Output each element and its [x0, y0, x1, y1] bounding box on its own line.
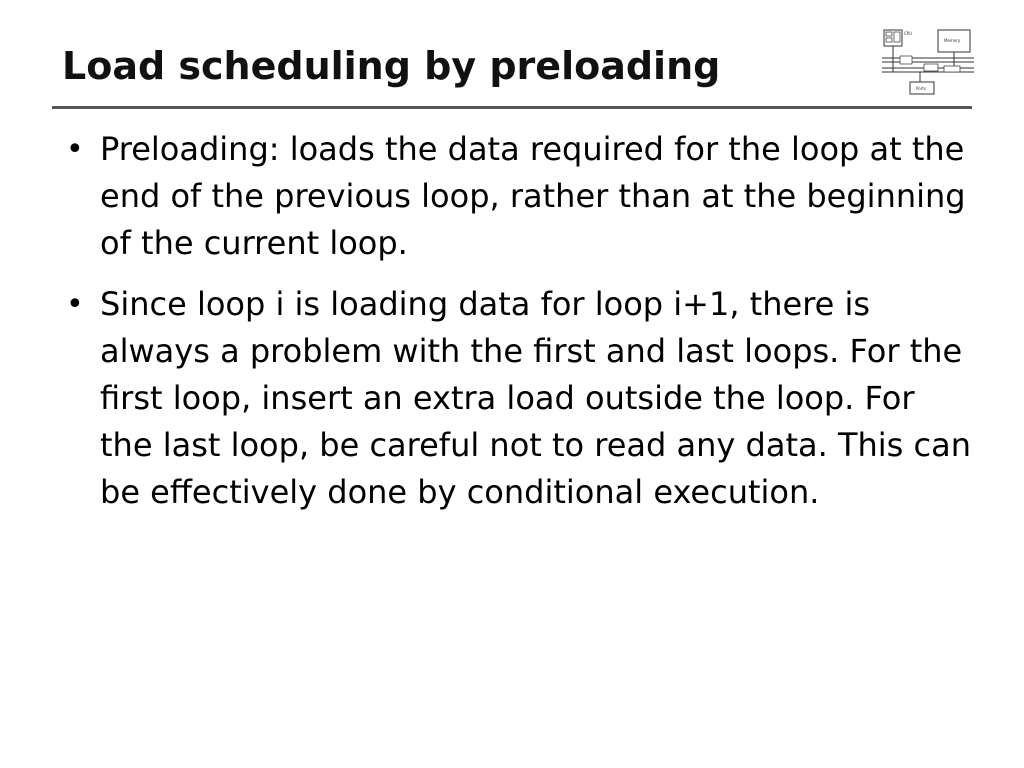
block-diagram-icon — [880, 28, 976, 96]
bullet-text: Preloading: loads the data required for the loop at the end of the previous loop, rather than at the beginning of the current loop. — [100, 130, 966, 262]
slide-title: Load scheduling by preloading — [62, 44, 721, 88]
bullet-marker: • — [66, 132, 84, 167]
logo-label-ports: Ports — [916, 86, 927, 91]
logo-label-cpu: CPU — [904, 31, 913, 36]
bullet-text: Since loop i is loading data for loop i+1, there is always a problem with the first and last loops. For the first loop, insert an extra load outside the loop. For the last loop, be careful not to read any data. This can be effectively done by conditional execution. — [100, 285, 971, 511]
logo-label-memory: Memory — [944, 38, 961, 43]
bullet-marker: • — [66, 287, 84, 322]
title-divider — [52, 106, 972, 109]
bullet-item — [62, 126, 972, 267]
bullet-list — [62, 126, 972, 530]
bullet-item — [62, 281, 972, 516]
